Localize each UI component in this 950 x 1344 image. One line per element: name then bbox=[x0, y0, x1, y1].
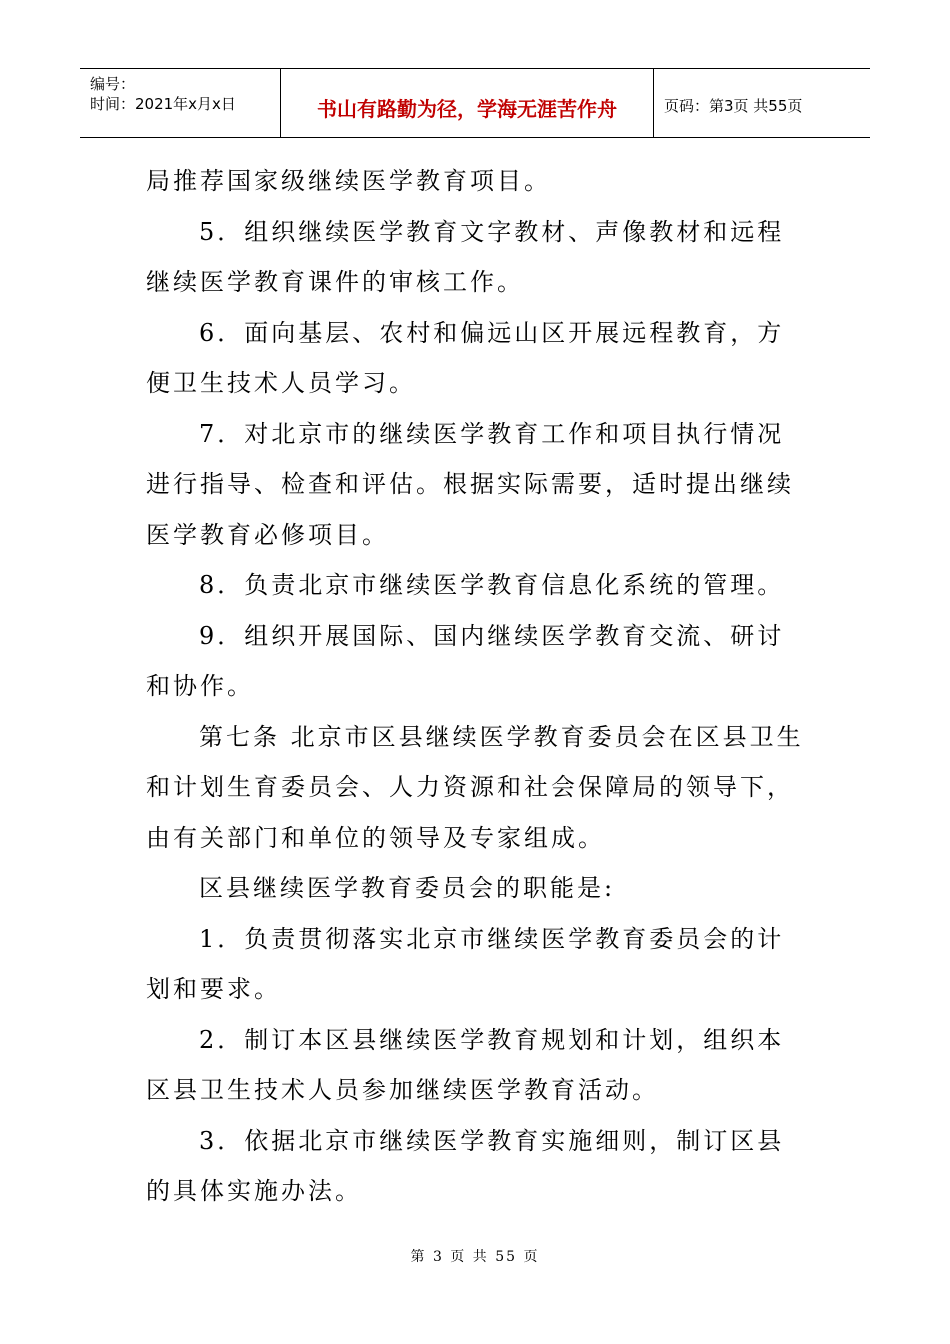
paragraph: 5．组织继续医学教育文字教材、声像教材和远程继续医学教育课件的审核工作。 bbox=[146, 217, 785, 296]
paragraph: 9．组织开展国际、国内继续医学教育交流、研讨和协作。 bbox=[146, 621, 785, 700]
page-header bbox=[80, 68, 870, 138]
paragraph: 7．对北京市的继续医学教育工作和项目执行情况进行指导、检查和评估。根据实际需要，适时提出继续医学教育必修项目。 bbox=[146, 419, 794, 549]
serial-number-label: 编号： bbox=[90, 75, 136, 93]
header-meta-cell bbox=[80, 69, 281, 137]
page-footer: 第 3 页 共 55 页 bbox=[410, 1249, 540, 1265]
paragraph: 局推荐国家级继续医学教育项目。 bbox=[146, 167, 551, 195]
header-page-cell bbox=[654, 69, 870, 137]
paragraph: 区县继续医学教育委员会的职能是: bbox=[199, 874, 616, 902]
header-motto: 书山有路勤为径，学海无涯苦作舟 bbox=[317, 97, 617, 121]
paragraph: 2．制订本区县继续医学教育规划和计划，组织本区县卫生技术人员参加继续医学教育活动。 bbox=[146, 1025, 785, 1104]
header-motto-cell bbox=[281, 69, 654, 137]
paragraph: 3．依据北京市继续医学教育实施细则，制订区县的具体实施办法。 bbox=[146, 1126, 785, 1205]
paragraph: 8．负责北京市继续医学教育信息化系统的管理。 bbox=[199, 571, 785, 599]
paragraph: 第七条 北京市区县继续医学教育委员会在区县卫生和计划生育委员会、人力资源和社会保障局的领导下，由有关部门和单位的领导及专家组成。 bbox=[146, 722, 804, 852]
paragraph: 1．负责贯彻落实北京市继续医学教育委员会的计划和要求。 bbox=[146, 924, 785, 1003]
header-page-info: 页码：第3页 共55页 bbox=[664, 97, 803, 115]
date-label: 时间：2021年x月x日 bbox=[90, 95, 236, 113]
paragraph: 6．面向基层、农村和偏远山区开展远程教育，方便卫生技术人员学习。 bbox=[146, 318, 785, 397]
document-body bbox=[146, 156, 806, 1217]
